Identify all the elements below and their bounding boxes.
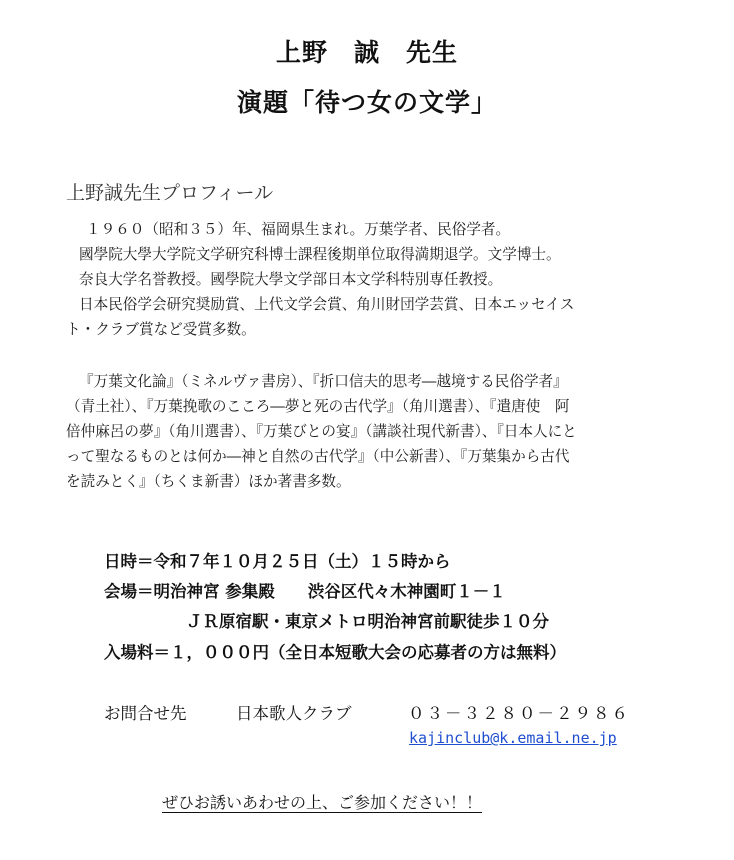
profile-line-birth: １９６０（昭和３５）年、福岡県生まれ。万葉学者、民俗学者。	[86, 221, 511, 238]
invitation-message: ぜひお誘いあわせの上、ご参加ください！！	[162, 793, 483, 812]
contact-organization: 日本歌人クラブ	[236, 704, 352, 723]
profile-line-position: 奈良大学名誉教授。國學院大學文学部日本文学科特別専任教授。	[79, 271, 503, 288]
books-line-4: って聖なるものとは何か―神と自然の古代学』（中公新書）、『万葉集から古代	[66, 448, 570, 465]
contact-email-link[interactable]: kajinclub@k.email.ne.jp	[409, 729, 617, 747]
speaker-name: 上野 誠 先生	[275, 38, 458, 67]
profile-line-awards-cont: ト・クラブ賞など受賞多数。	[66, 321, 256, 338]
contact-phone: ０３－３２８０－２９８６	[408, 704, 630, 723]
event-datetime: 日時＝令和７年１０月２５日（土）１５時から	[104, 552, 451, 571]
profile-heading: 上野誠先生プロフィール	[66, 182, 274, 204]
profile-line-awards: 日本民俗学会研究奨励賞、上代文学会賞、角川財団学芸賞、日本エッセイス	[79, 296, 575, 313]
lecture-title: 演題「待つ女の文学」	[236, 88, 497, 117]
contact-label: お問合せ先	[104, 704, 187, 723]
event-venue: 会場＝明治神宮 参集殿 渋谷区代々木神園町１－１	[104, 582, 506, 601]
books-line-2: （青土社）、『万葉挽歌のこころ―夢と死の古代学』（角川選書）、『遣唐使 阿	[66, 398, 570, 415]
event-fee: 入場料＝１，０００円（全日本短歌大会の応募者の方は無料）	[104, 643, 566, 662]
books-line-1: 『万葉文化論』（ミネルヴァ書房）、『折口信夫的思考―越境する民俗学者』	[79, 373, 568, 390]
books-line-5: を読みとく』（ちくま新書）ほか著書多数。	[66, 473, 351, 490]
books-line-3: 倍仲麻呂の夢』（角川選書）、『万葉びとの宴』（講談社現代新書）、『日本人にと	[66, 423, 577, 440]
profile-line-education: 國學院大學大学院文学研究科博士課程後期単位取得満期退学。文学博士。	[79, 246, 561, 263]
event-access: ＪＲ原宿駅・東京メトロ明治神宮前駅徒歩１０分	[186, 612, 549, 631]
